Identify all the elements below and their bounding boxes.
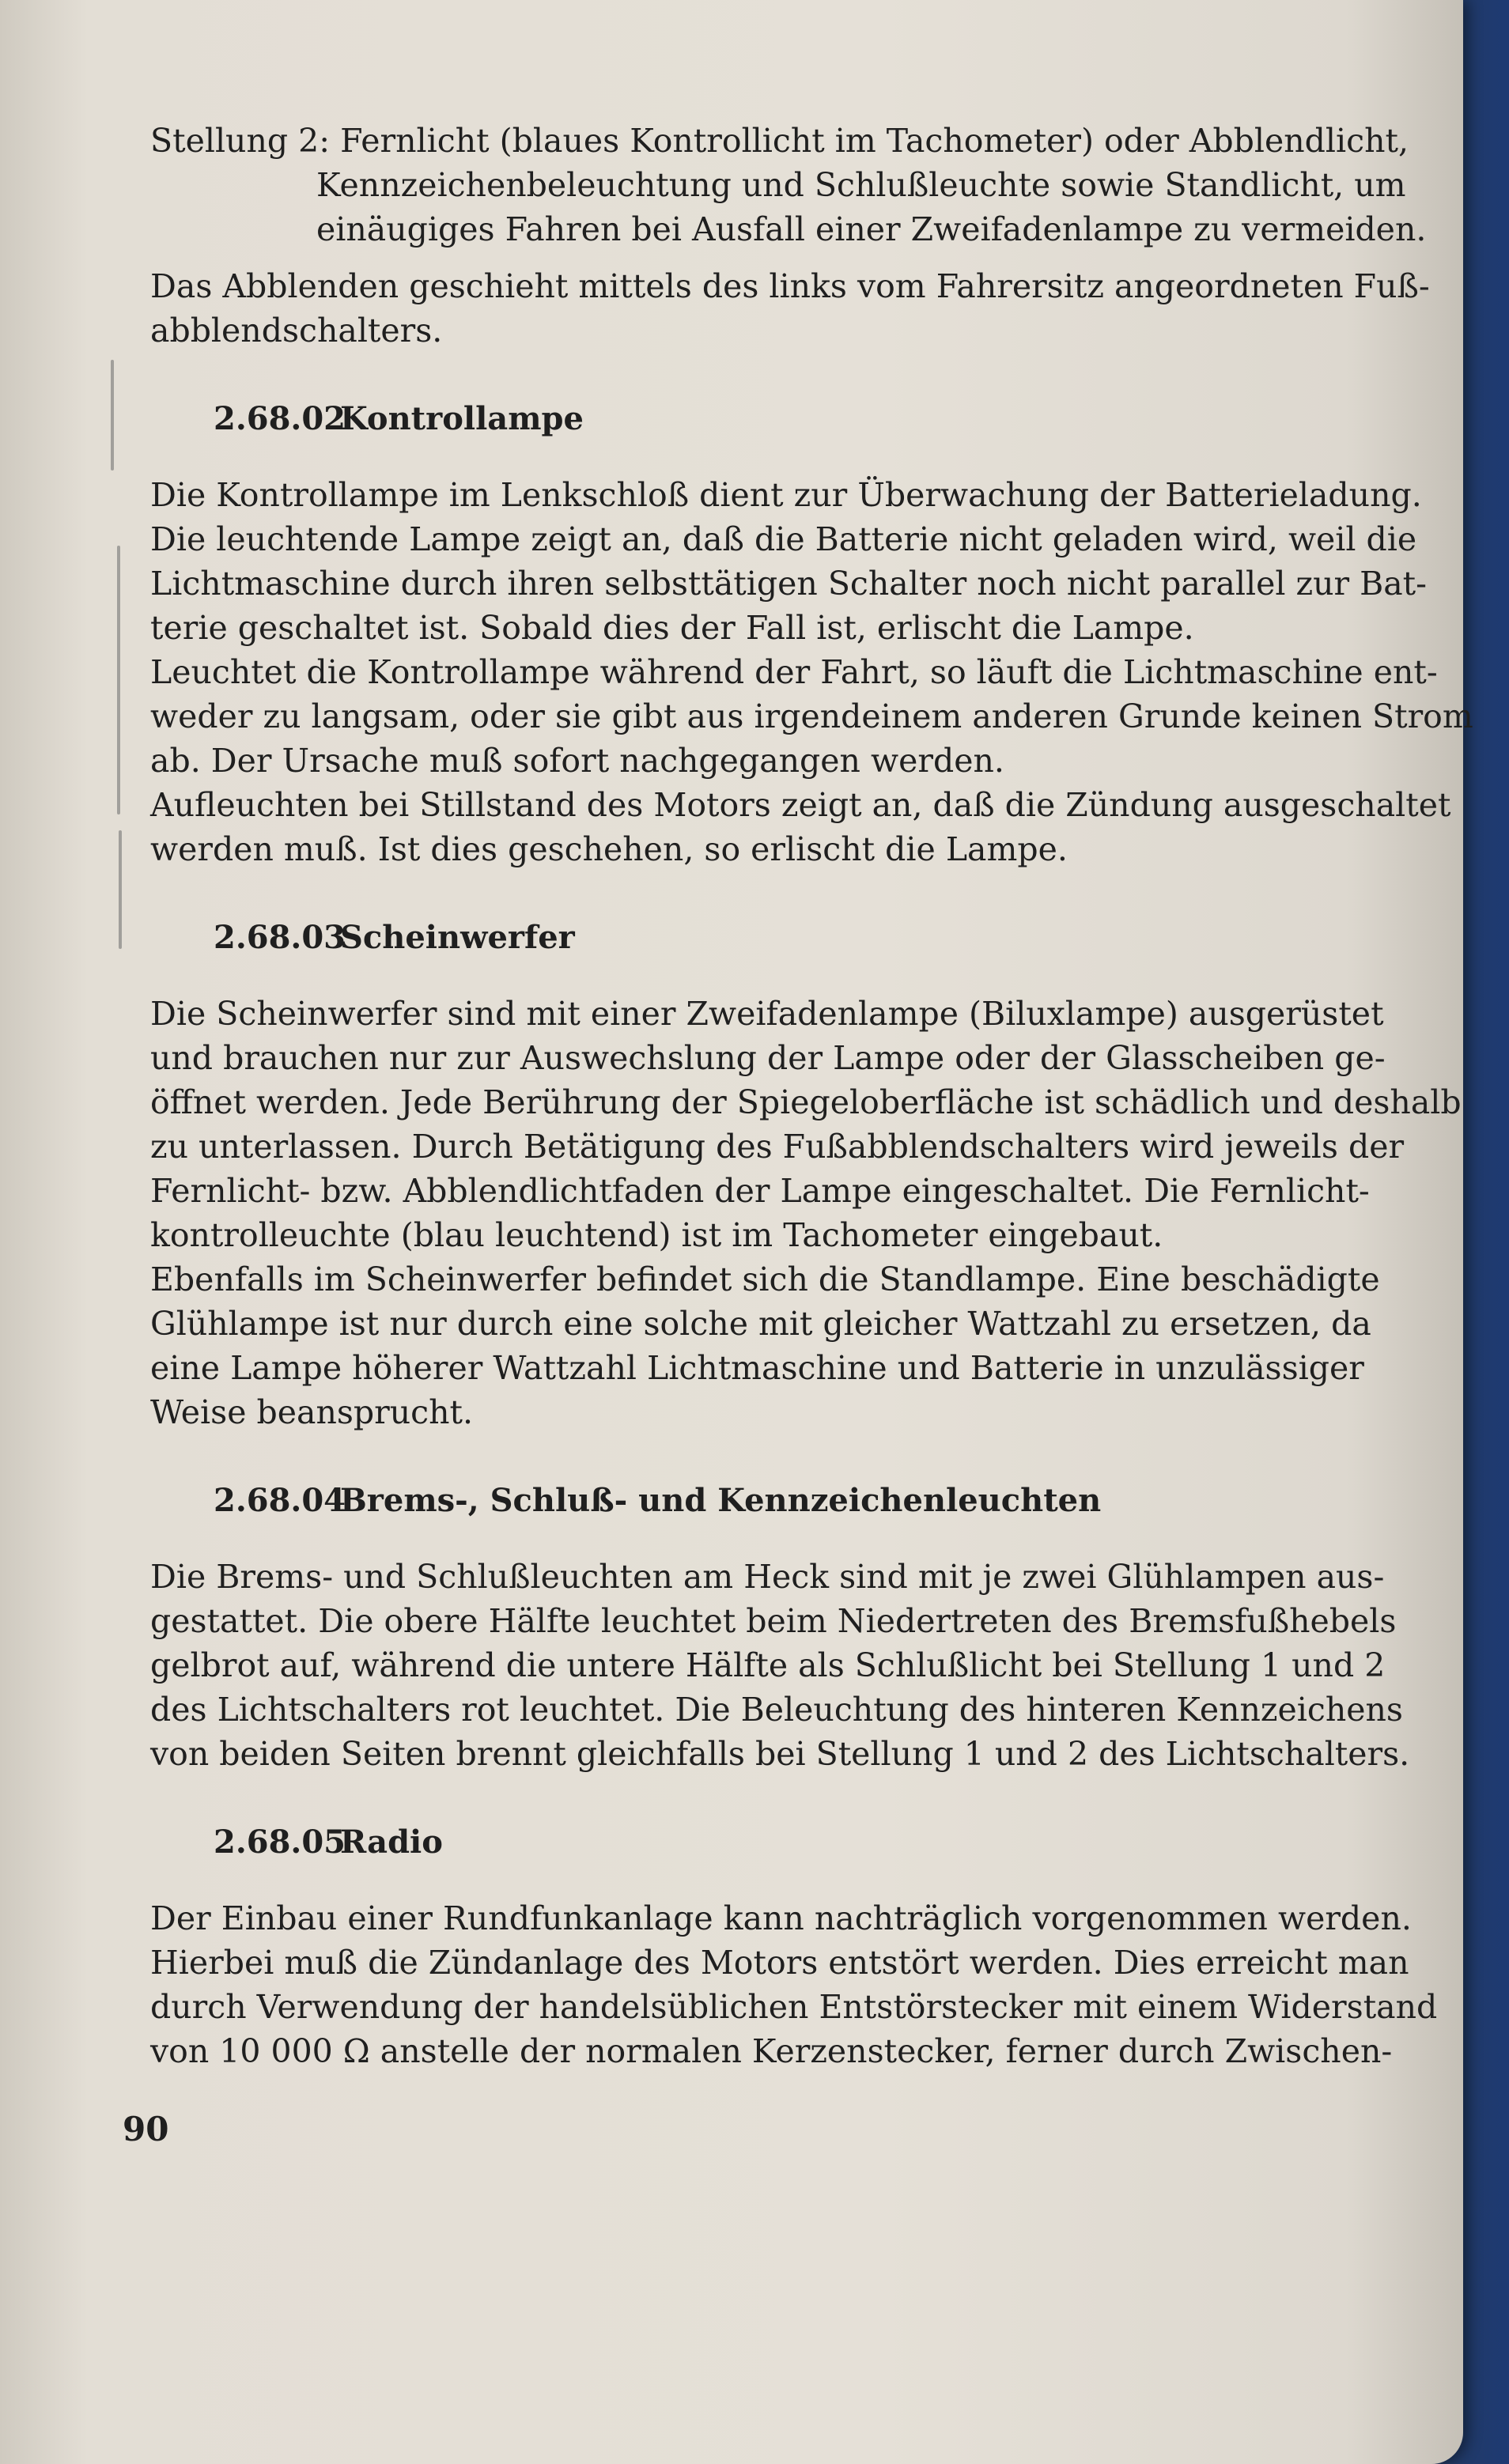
text-line: einäugiges Fahren bei Ausfall einer Zweifadenlampe zu vermeiden. (316, 210, 1427, 248)
section-heading (214, 1479, 1400, 1523)
text-line: weder zu langsam, oder sie gibt aus irgendeinem anderen Grunde keinen Strom (150, 697, 1473, 735)
section-kontrollampe (150, 397, 1473, 871)
text-line: durch Verwendung der handelsüblichen Entstörstecker mit einem Widerstand (150, 1988, 1438, 2026)
section-heading (214, 1820, 1400, 1865)
text-line: kontrolleuchte (blau leuchtend) ist im Tachometer eingebaut. (150, 1216, 1163, 1254)
section-scheinwerfer (150, 916, 1462, 1434)
text-line: zu unterlassen. Durch Betätigung des Fußabblendschalters wird jeweils der (150, 1128, 1405, 1166)
text-line: Aufleuchten bei Stillstand des Motors zeigt an, daß die Zündung ausgeschaltet (150, 786, 1451, 824)
text-line: Glühlampe ist nur durch eine solche mit gleicher Wattzahl zu ersetzen, da (150, 1305, 1371, 1343)
text-line: öffnet werden. Jede Berührung der Spiegeloberfläche ist schädlich und deshalb (150, 1083, 1462, 1121)
text-line: Weise beansprucht. (150, 1393, 474, 1431)
text-line: abblendschalters. (150, 312, 443, 350)
text-line: gestattet. Die obere Hälfte leuchtet beim Niedertreten des Bremsfußhebels (150, 1602, 1397, 1640)
text-line: gelbrot auf, während die untere Hälfte als Schlußlicht bei Stellung 1 und 2 (150, 1646, 1386, 1684)
section-number: 2.68.03 (214, 919, 346, 956)
text-line: Die leuchtende Lampe zeigt an, daß die Batterie nicht geladen wird, weil die (150, 520, 1417, 558)
text-line: werden muß. Ist dies geschehen, so erlischt die Lampe. (150, 830, 1068, 868)
section-number: 2.68.05 (214, 1823, 346, 1861)
text-line: von 10 000 Ω anstelle der normalen Kerzenstecker, ferner durch Zwischen- (150, 2032, 1393, 2070)
section-heading (214, 397, 1400, 441)
text-line: terie geschaltet ist. Sobald dies der Fall ist, erlischt die Lampe. (150, 609, 1194, 647)
pencil-mark (119, 830, 122, 949)
text-line: ab. Der Ursache muß sofort nachgegangen werden. (150, 742, 1004, 780)
section-radio (150, 1820, 1438, 2073)
text-line: des Lichtschalters rot leuchtet. Die Beleuchtung des hinteren Kennzeichens (150, 1691, 1403, 1729)
text-line: Ebenfalls im Scheinwerfer befindet sich die Standlampe. Eine beschädigte (150, 1260, 1380, 1298)
pencil-mark (111, 360, 114, 471)
text-line: und brauchen nur zur Auswechslung der Lampe oder der Glasscheiben ge- (150, 1039, 1386, 1077)
section-title: Radio (340, 1823, 443, 1861)
section-title: Scheinwerfer (340, 919, 575, 956)
intro-block (150, 119, 1430, 353)
text-line: Das Abblenden geschieht mittels des links vom Fahrersitz angeordneten Fuß- (150, 267, 1430, 305)
text-line: Die Brems- und Schlußleuchten am Heck sind mit je zwei Glühlampen aus- (150, 1558, 1385, 1596)
text-line: Der Einbau einer Rundfunkanlage kann nachträglich vorgenommen werden. (150, 1899, 1412, 1937)
text-line: Lichtmaschine durch ihren selbsttätigen Schalter noch nicht parallel zur Bat- (150, 565, 1428, 603)
section-leuchten (150, 1479, 1410, 1776)
text-line: von beiden Seiten brennt gleichfalls bei Stellung 1 und 2 des Lichtschalters. (150, 1735, 1410, 1773)
section-title: Brems-, Schluß- und Kennzeichenleuchten (340, 1482, 1102, 1519)
section-heading (214, 916, 1400, 960)
section-title: Kontrollampe (340, 400, 584, 437)
text-line: Fernlicht- bzw. Abblendlichtfaden der Lampe eingeschaltet. Die Fernlicht- (150, 1172, 1370, 1210)
text-line: eine Lampe höherer Wattzahl Lichtmaschine und Batterie in unzulässiger (150, 1349, 1364, 1387)
text-line: Hierbei muß die Zündanlage des Motors entstört werden. Dies erreicht man (150, 1944, 1409, 1982)
text-line: Leuchtet die Kontrollampe während der Fahrt, so läuft die Lichtmaschine ent- (150, 653, 1438, 691)
section-number: 2.68.04 (214, 1482, 346, 1519)
text-line: Die Scheinwerfer sind mit einer Zweifadenlampe (Biluxlampe) ausgerüstet (150, 995, 1384, 1033)
text-line: Kennzeichenbeleuchtung und Schlußleuchte sowie Standlicht, um (316, 166, 1406, 204)
page-content (150, 119, 1473, 2118)
section-number: 2.68.02 (214, 400, 346, 437)
pencil-mark (117, 546, 120, 814)
text-line: Die Kontrollampe im Lenkschloß dient zur Überwachung der Batterieladung. (150, 476, 1422, 514)
text-line: Stellung 2: Fernlicht (blaues Kontrollicht im Tachometer) oder Abblendlicht, (150, 122, 1409, 160)
page-number: 90 (123, 2110, 169, 2148)
